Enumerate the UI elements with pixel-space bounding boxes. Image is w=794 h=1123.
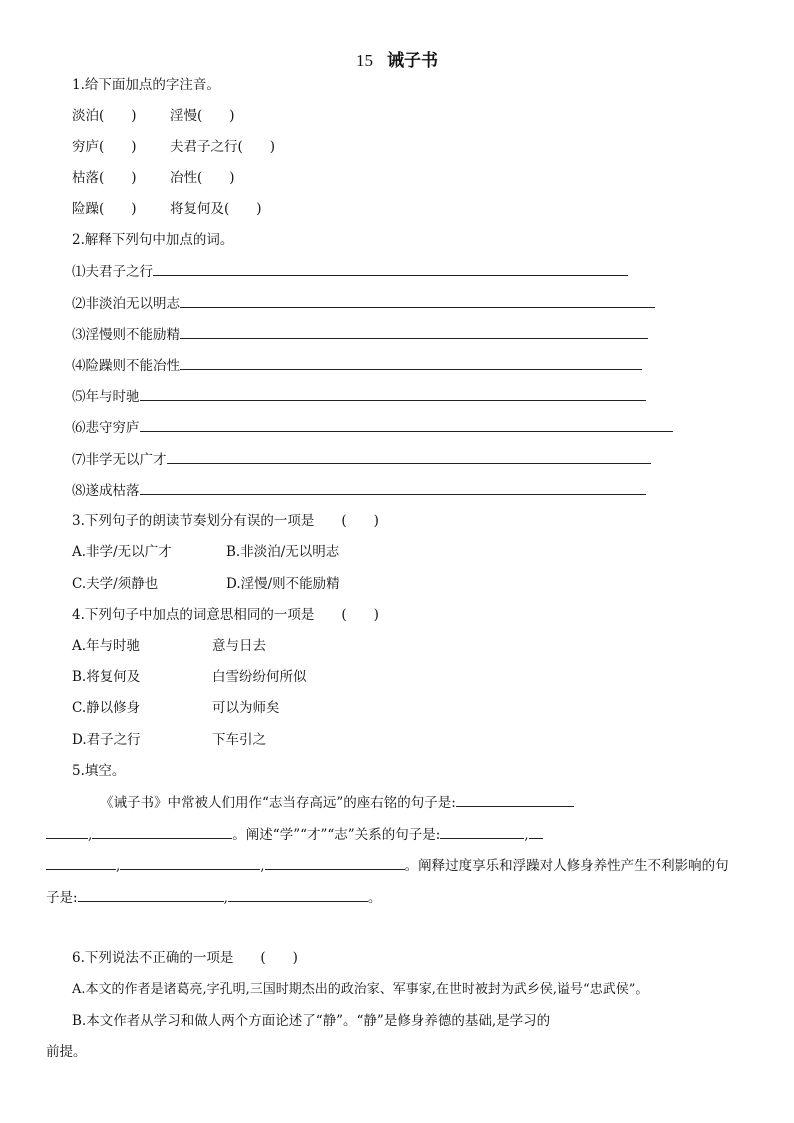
q2-item: ⑵非淡泊无以明志 (72, 294, 655, 313)
lesson-title: 诫子书 (387, 51, 438, 71)
answer-blank[interactable] (180, 325, 648, 339)
q3-option-b[interactable]: B.非淡泊/无以明志 (226, 544, 340, 560)
answer-blank[interactable] (440, 825, 524, 839)
q4-stem: 4.下列句子中加点的词意思相同的一项是 ( ) (72, 607, 379, 623)
q1-stem: 1.给下面加点的字注音。 (72, 77, 220, 93)
answer-blank[interactable] (78, 888, 224, 902)
q1-item: 将复何及( ) (170, 201, 262, 217)
q2-item: ⑶淫慢则不能励精 (72, 325, 648, 344)
lesson-number: 15 (356, 51, 373, 70)
q6-option-b-continued: 前提。 (46, 1044, 87, 1060)
q3-option-a[interactable]: A.非学/无以广才 (72, 544, 172, 560)
q4-option-b-pair: 白雪纷纷何所似 (212, 669, 307, 685)
q6-option-a[interactable]: A.本文的作者是诸葛亮,字孔明,三国时期杰出的政治家、军事家,在世时被封为武乡侯,谥号“忠武侯”。 (72, 982, 649, 997)
q1-item: 夫君子之行( ) (170, 139, 276, 155)
answer-blank[interactable] (46, 856, 116, 870)
answer-blank[interactable] (92, 825, 232, 839)
q2-item: ⑷险躁则不能冶性 (72, 356, 642, 375)
q4-option-d[interactable]: D.君子之行 (72, 732, 141, 748)
q1-item: 穷庐( ) (72, 139, 137, 155)
answer-blank[interactable] (140, 418, 673, 432)
q4-option-a-pair: 意与日去 (212, 638, 266, 654)
q1-item: 淫慢( ) (170, 108, 235, 124)
q3-option-d[interactable]: D.淫慢/则不能励精 (226, 576, 340, 592)
q2-stem: 2.解释下列句中加点的词。 (72, 232, 234, 248)
answer-blank[interactable] (167, 450, 651, 464)
q3-option-c[interactable]: C.夫学/须静也 (72, 576, 159, 592)
answer-blank[interactable] (140, 387, 646, 401)
q1-item: 淡泊( ) (72, 108, 137, 124)
q1-item: 冶性( ) (170, 170, 235, 186)
q5-line-4: 子是: , 。 (46, 890, 382, 906)
q2-item: ⑴夫君子之行 (72, 262, 628, 281)
q4-option-d-pair: 下车引之 (212, 732, 266, 748)
q4-option-c[interactable]: C.静以修身 (72, 700, 141, 716)
answer-blank[interactable] (120, 856, 260, 870)
q5-line-3: , , 。阐释过度享乐和浮躁对人修身养性产生不利影响的句 (46, 856, 729, 875)
answer-blank[interactable] (46, 825, 88, 839)
q6-option-b[interactable]: B.本文作者从学习和做人两个方面论述了“静”。“静”是修身养德的基础,是学习的 (72, 1013, 551, 1029)
q4-option-c-pair: 可以为师矣 (212, 700, 280, 716)
q1-item: 险躁( ) (72, 201, 137, 217)
q6-stem: 6.下列说法不正确的一项是 ( ) (72, 950, 298, 966)
q5-stem: 5.填空。 (72, 763, 126, 779)
page-title (0, 46, 794, 71)
q2-item: ⑺非学无以广才 (72, 450, 651, 469)
answer-blank[interactable] (456, 793, 574, 807)
q4-option-a[interactable]: A.年与时驰 (72, 638, 141, 654)
q2-item: ⑻遂成枯落 (72, 481, 646, 500)
answer-blank[interactable] (265, 856, 405, 870)
q3-stem: 3.下列句子的朗读节奏划分有误的一项是 ( ) (72, 513, 379, 529)
q2-item: ⑸年与时驰 (72, 387, 646, 406)
q1-item: 枯落( ) (72, 170, 137, 186)
q5-line-1: 《诫子书》中常被人们用作“志当存高远”的座右铭的句子是: (100, 793, 574, 812)
q5-line-2: , 。阐述“学”“才”“志”关系的句子是: , (46, 825, 543, 844)
answer-blank[interactable] (140, 481, 646, 495)
q2-item: ⑹悲守穷庐 (72, 418, 673, 437)
answer-blank[interactable] (529, 825, 543, 839)
q4-option-b[interactable]: B.将复何及 (72, 669, 141, 685)
answer-blank[interactable] (180, 356, 642, 370)
answer-blank[interactable] (228, 888, 368, 902)
answer-blank[interactable] (153, 262, 628, 276)
answer-blank[interactable] (180, 294, 655, 308)
